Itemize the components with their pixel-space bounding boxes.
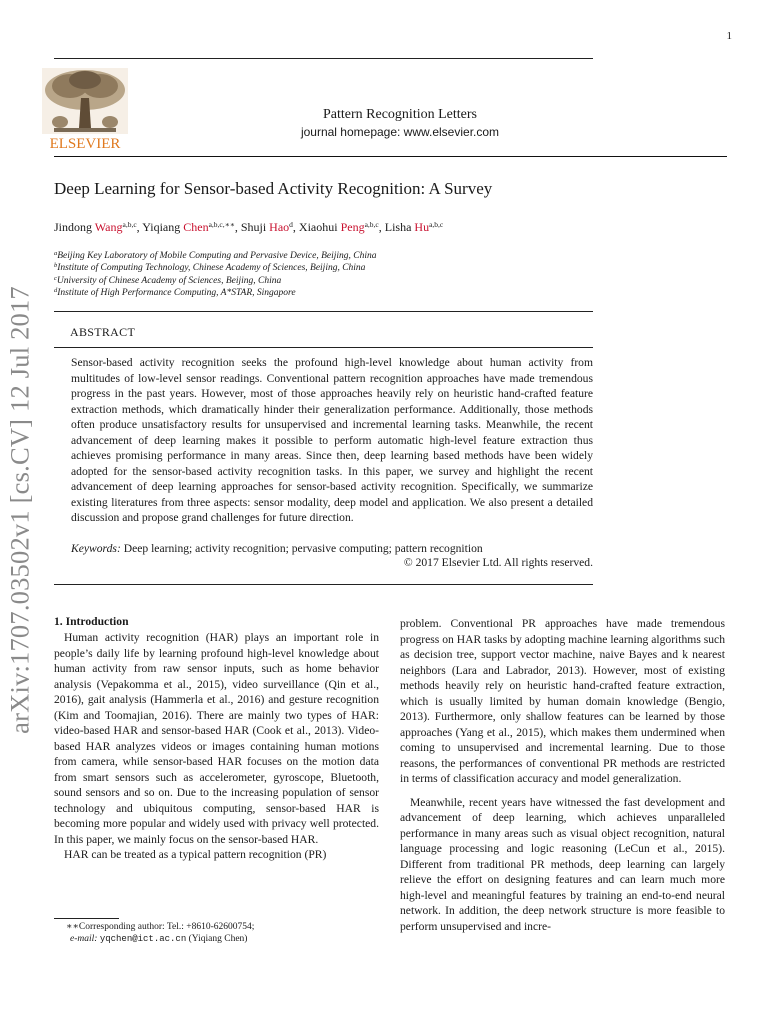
author-first-name: Jindong: [54, 220, 95, 234]
journal-name: Pattern Recognition Letters: [323, 107, 477, 122]
body-paragraph: HAR can be treated as a typical pattern recognition (PR): [64, 848, 327, 861]
body-paragraph: problem. Conventional PR approaches have made tremendous progress on HAR tasks by adopting machine learning algorithms such as decision tree, support vector machine, naive Bayes and k nearest neighbors (Lara and Labrador, 2013). However, most of existing methods heavily rely on heuristic hand-crafted feature extraction, which is usually limited by human domain knowledge (Bengio, 2013). Furthermore, only shallow features can be learned by those approaches (Yang et al., 2015), which makes them undermined when coming to unsupervised and incremental learning. Due to those reasons, the performances of conventional PR methods are restricted in terms of classification accuracy and model generalization.: [400, 617, 725, 785]
affiliation-item: [54, 250, 554, 262]
author-first-name: Xiaohui: [298, 220, 341, 234]
author-surname: Hu: [414, 220, 430, 234]
footnote-contact: ∗∗Corresponding author: Tel.: +8610-62600754;: [66, 922, 255, 932]
body-column-left: [54, 630, 379, 863]
abstract-heading-rule: [54, 347, 593, 348]
author-separator: ,: [234, 220, 241, 234]
affiliation-item: [54, 262, 554, 274]
author-list: [54, 220, 694, 235]
arxiv-stamp-text: arXiv:1707.03502v1 [cs.CV] 12 Jul 2017: [4, 286, 35, 734]
abstract-bottom-rule: [54, 584, 593, 585]
affiliation-text: Institute of Computing Technology, Chinese Academy of Sciences, Beijing, China: [57, 263, 366, 274]
author-surname: Peng: [340, 220, 365, 234]
keywords-line: [71, 541, 593, 557]
author-affiliation-marks: a,b,c: [429, 220, 444, 229]
author-affiliation-marks: a,b,c,∗∗: [208, 220, 235, 229]
paper-title: Deep Learning for Sensor-based Activity Recognition: A Survey: [54, 179, 493, 198]
author-separator: ,: [378, 220, 385, 234]
affiliation-mark: b: [54, 262, 58, 270]
author-surname: Hao: [269, 220, 290, 234]
author-surname: Wang: [94, 220, 123, 234]
affiliation-mark: c: [54, 274, 57, 282]
header-bottom-rule: [54, 156, 727, 157]
keywords-text: Deep learning; activity recognition; pervasive computing; pattern recognition: [120, 542, 483, 555]
author-first-name: Yiqiang: [142, 220, 184, 234]
section-heading: 1. Introduction: [54, 615, 129, 628]
affiliation-item: [54, 275, 554, 287]
author-separator: ,: [136, 220, 143, 234]
publisher-wordmark: ELSEVIER: [49, 136, 121, 152]
elsevier-tree-icon: [34, 64, 136, 154]
abstract-text: Sensor-based activity recognition seeks the profound high-level knowledge about human activity from multitudes of low-level sensor readings. Conventional pattern recognition approaches have made tremendous progress in the past years. However, most of those approaches heavily rely on heuristic hand-crafted feature extraction methods, which dramatically hinder their generalization performance. Additionally, those methods often produce unsatisfactory results for unsupervised and incremental learning tasks. Meanwhile, the recent advancement of deep learning makes it possible to perform automatic high-level feature extraction thus achieves promising performance in many areas. Since then, deep learning based methods have been widely adopted for the sensor-based activity recognition tasks. In this paper, we survey and highlight the recent advancement of deep learning approaches for sensor-based activity recognition. Specifically, we summarize existing literatures from three aspects: sensor modality, deep model and application. We also present a detailed discussion and propose grand challenges for future direction.: [71, 356, 593, 524]
abstract-top-rule: [54, 311, 593, 312]
author-affiliation-marks: d: [289, 220, 293, 229]
copyright-notice: © 2017 Elsevier Ltd. All rights reserved.: [403, 556, 593, 569]
author-first-name: Shuji: [240, 220, 270, 234]
corresponding-author-footnote: [66, 921, 366, 945]
page-number: 1: [726, 30, 732, 42]
keywords-label: Keywords:: [71, 542, 121, 555]
affiliation-list: [54, 250, 554, 300]
affiliation-mark: a: [54, 250, 58, 257]
author-affiliation-marks: a,b,c: [364, 220, 379, 229]
affiliation-item: [54, 287, 554, 299]
affiliation-text: Institute of High Performance Computing, A*STAR, Singapore: [57, 288, 296, 299]
author-affiliation-marks: a,b,c: [122, 220, 137, 229]
author-first-name: Lisha: [384, 220, 415, 234]
affiliation-mark: d: [54, 287, 58, 295]
email-address: yqchen@ict.ac.cn: [99, 934, 187, 944]
email-label: e-mail:: [70, 934, 98, 944]
elsevier-logo: [34, 64, 136, 154]
body-paragraph: Human activity recognition (HAR) plays an important role in people’s daily life by learning profound high-level knowledge about human activity from raw sensor inputs, such as home behavior analysis (Vepakomma et al., 2015), video surveillance (Qin et al., 2016), gait analysis (Hammerla et al., 2016) and gesture recognition (Kim and Toomajian, 2016). There are mainly two types of HAR: video-based HAR and sensor-based HAR (Cook et al., 2013). Video-based HAR analyzes videos or images containing human motions from camera, while sensor-based HAR focuses on the motion data from smart sensors such as accelerometer, gyroscope, Bluetooth, sound sensors and so on. Due to the increasing population of sensor technology and ubiquitous computing, sensor-based HAR is becoming more popular and widely used with privacy well protected. In this paper, we mainly focus on the sensor-based HAR.: [54, 631, 379, 846]
author-separator: ,: [292, 220, 299, 234]
body-column-right: [400, 616, 725, 934]
email-owner: (Yiqiang Chen): [186, 934, 248, 944]
journal-homepage: journal homepage: www.elsevier.com: [300, 125, 500, 139]
abstract-heading: ABSTRACT: [70, 325, 136, 339]
affiliation-text: University of Chinese Academy of Sciences, Beijing, China: [56, 275, 282, 286]
header-top-rule: [54, 58, 593, 59]
footnote-rule: [54, 918, 119, 919]
affiliation-text: Beijing Key Laboratory of Mobile Computing and Pervasive Device, Beijing, China: [57, 251, 377, 261]
author-surname: Chen: [183, 220, 209, 234]
body-paragraph: Meanwhile, recent years have witnessed the fast development and advancement of deep learning, which achieves unparalleled performance in many areas such as visual object recognition, natural language processing and logic reasoning (LeCun et al., 2015). Different from traditional PR methods, deep learning can largely relieve the effort on designing features and can learn much more high-level and meaningful features by training an end-to-end neural network. In addition, the deep network structure is more feasible to perform unsupervised and incre-: [400, 795, 725, 933]
